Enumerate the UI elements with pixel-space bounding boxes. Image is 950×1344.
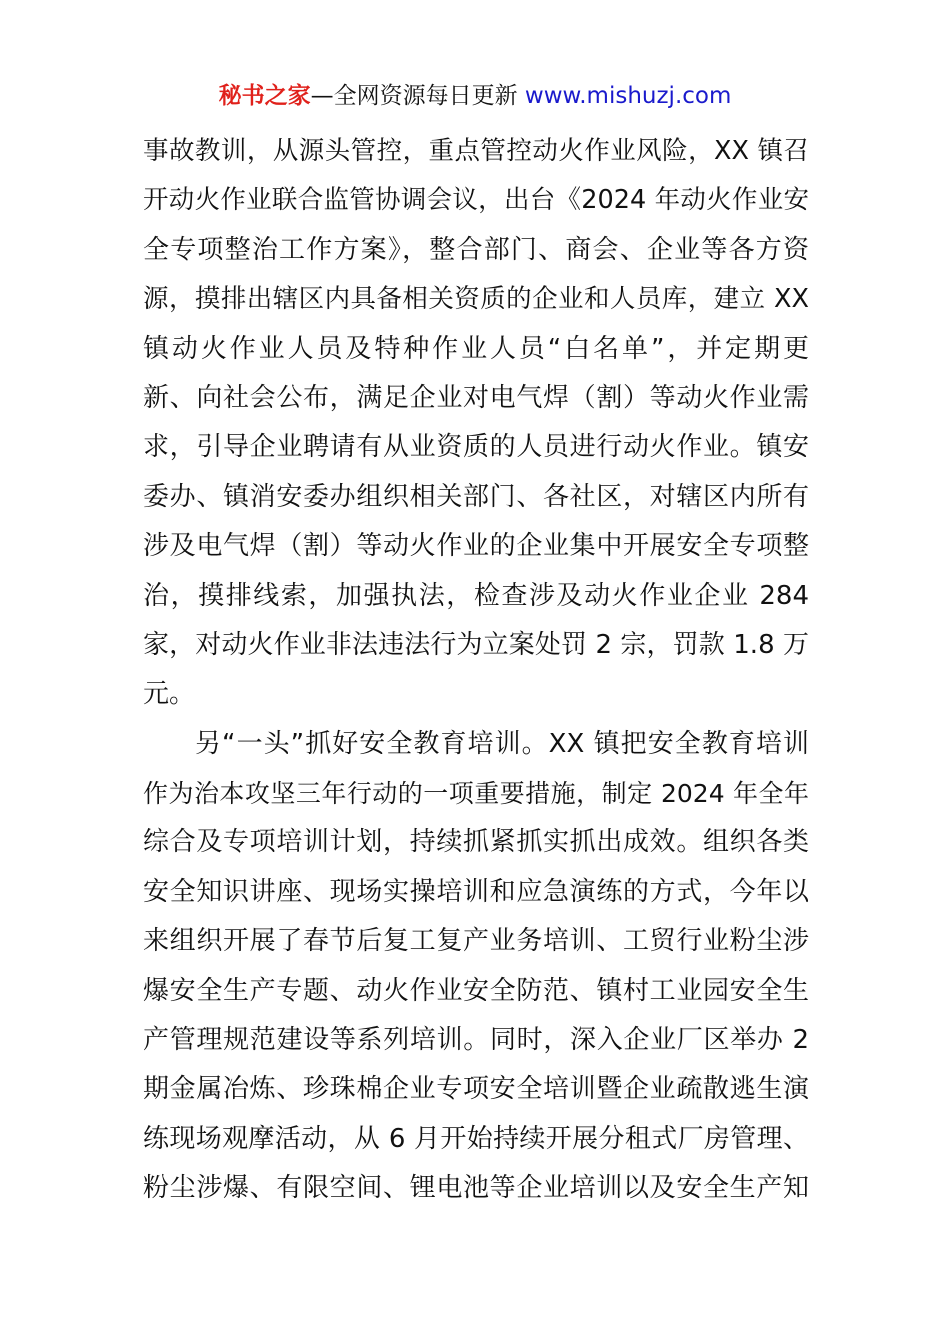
page-header	[0, 80, 950, 112]
text-line: 爆安全生产专题、动火作业安全防范、镇村工业园安全生	[143, 975, 809, 1006]
text-line: 源，摸排出辖区内具备相关资质的企业和人员库，建立 XX	[143, 284, 809, 315]
text-line: 镇动火作业人员及特种作业人员“白名单”，并定期更	[143, 333, 809, 364]
text-line: 期金属冶炼、珍珠棉企业专项安全培训暨企业疏散逃生演	[143, 1074, 809, 1105]
site-tagline: —全网资源每日更新	[310, 83, 525, 109]
text-line: 新、向社会公布，满足企业对电气焊（割）等动火作业需	[143, 382, 809, 413]
paragraph-first-line: 另“一头”抓好安全教育培训。XX 镇把安全教育培训	[195, 728, 809, 759]
text-line: 元。	[143, 679, 196, 710]
site-url-link[interactable]: www.mishuzj.com	[524, 83, 732, 109]
text-line: 全专项整治工作方案》，整合部门、商会、企业等各方资	[143, 234, 809, 265]
text-line: 综合及专项培训计划，持续抓紧抓实抓出成效。组织各类	[143, 827, 809, 858]
text-line: 委办、镇消安委办组织相关部门、各社区，对辖区内所有	[143, 481, 809, 512]
document-body	[143, 127, 809, 1214]
text-line: 家，对动火作业非法违法行为立案处罚 2 宗，罚款 1.8 万	[143, 629, 809, 660]
text-line: 粉尘涉爆、有限空间、锂电池等企业培训以及安全生产知	[143, 1173, 809, 1204]
text-line: 开动火作业联合监管协调会议，出台《2024 年动火作业安	[143, 185, 809, 216]
text-line: 求，引导企业聘请有从业资质的人员进行动火作业。镇安	[143, 432, 809, 463]
text-line: 来组织开展了春节后复工复产业务培训、工贸行业粉尘涉	[143, 926, 809, 957]
text-line: 产管理规范建设等系列培训。同时，深入企业厂区举办 2	[143, 1025, 809, 1056]
text-line: 事故教训，从源头管控，重点管控动火作业风险，XX 镇召	[143, 136, 809, 166]
text-line: 安全知识讲座、现场实操培训和应急演练的方式，今年以	[143, 876, 809, 907]
text-line: 涉及电气焊（割）等动火作业的企业集中开展安全专项整	[143, 531, 809, 562]
text-line: 作为治本攻坚三年行动的一项重要措施，制定 2024 年全年	[143, 779, 809, 809]
site-brand: 秘书之家	[218, 83, 311, 109]
text-line: 治，摸排线索，加强执法，检查涉及动火作业企业 284	[143, 580, 809, 611]
text-line: 练现场观摩活动，从 6 月开始持续开展分租式厂房管理、	[143, 1123, 809, 1154]
